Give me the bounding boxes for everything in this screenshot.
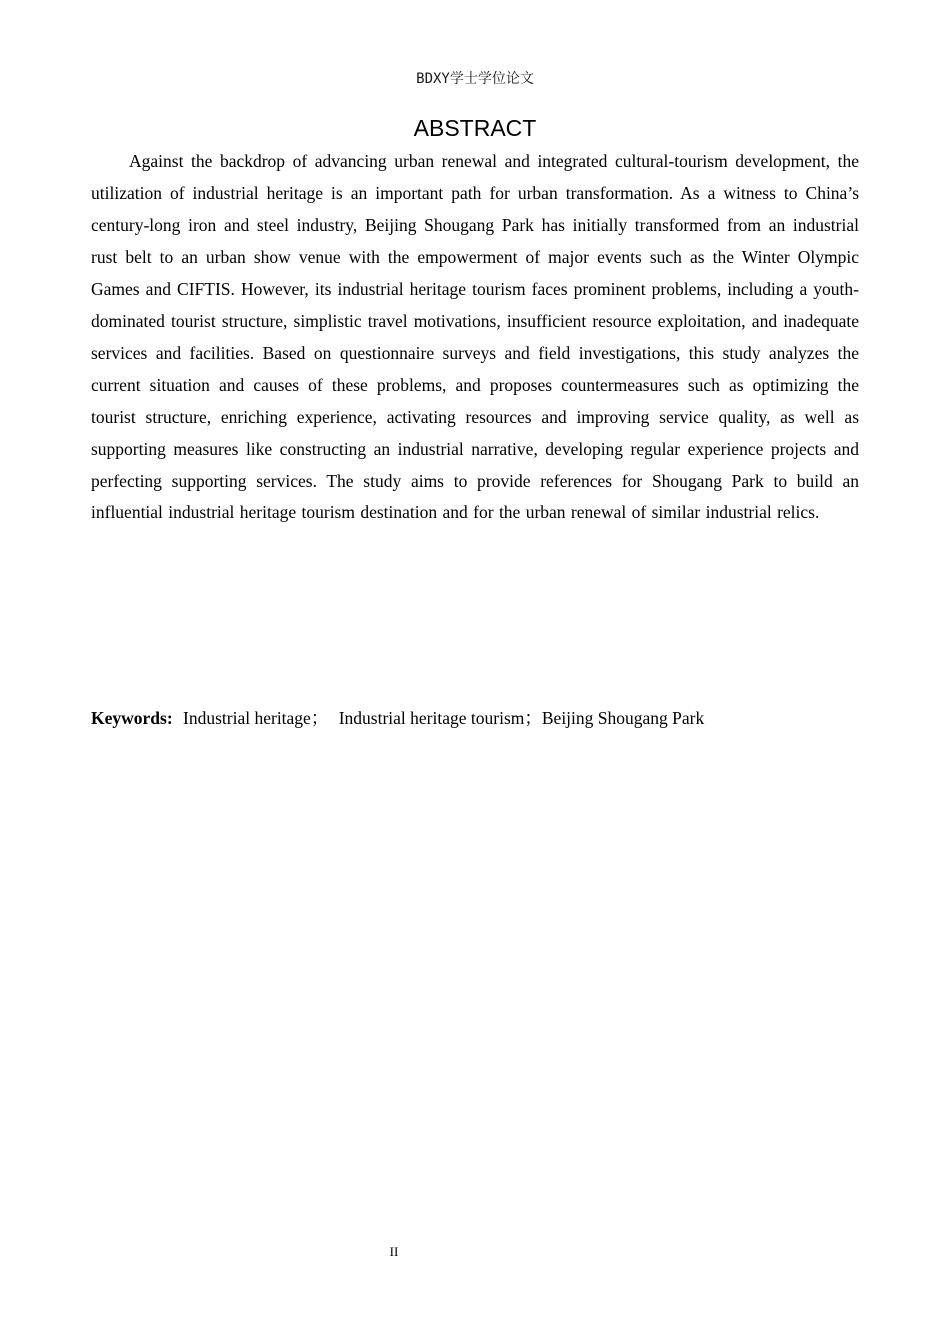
keyword-item: Industrial heritage tourism； <box>338 708 542 728</box>
abstract-body: Against the backdrop of advancing urban renewal and integrated cultural-tourism development, the utilization of industrial heritage is an important path for urban transformation. As a witness to China’s century-long iron and steel industry, Beijing Shougang Park has initially transformed from an industrial rust belt to an urban show venue with the empowerment of major events such as the Winter Olympic Games and CIFTIS. However, its industrial heritage tourism faces prominent problems, including a youth-dominated tourist structure, simplistic travel motivations, insufficient resource exploitation, and inadequate services and facilities. Based on questionnaire surveys and field investigations, this study analyzes the current situation and causes of these problems, and proposes countermeasures such as optimizing the tourist structure, enriching experience, activating resources and improving service quality, as well as supporting measures like constructing an industrial narrative, developing regular experience projects and perfecting supporting services. The study aims to provide references for Shougang Park to build an influential industrial heritage tourism destination and for the urban renewal of similar industrial relics. <box>91 151 859 523</box>
running-header: BDXY学士学位论文 <box>416 71 534 87</box>
keywords-line <box>91 704 859 732</box>
abstract-title: ABSTRACT <box>413 115 537 141</box>
keywords-label: Keywords: <box>91 708 173 728</box>
keyword-item: Industrial heritage； <box>183 708 329 728</box>
page-number: II <box>389 1244 399 1259</box>
keyword-item: Beijing Shougang Park <box>541 708 705 728</box>
